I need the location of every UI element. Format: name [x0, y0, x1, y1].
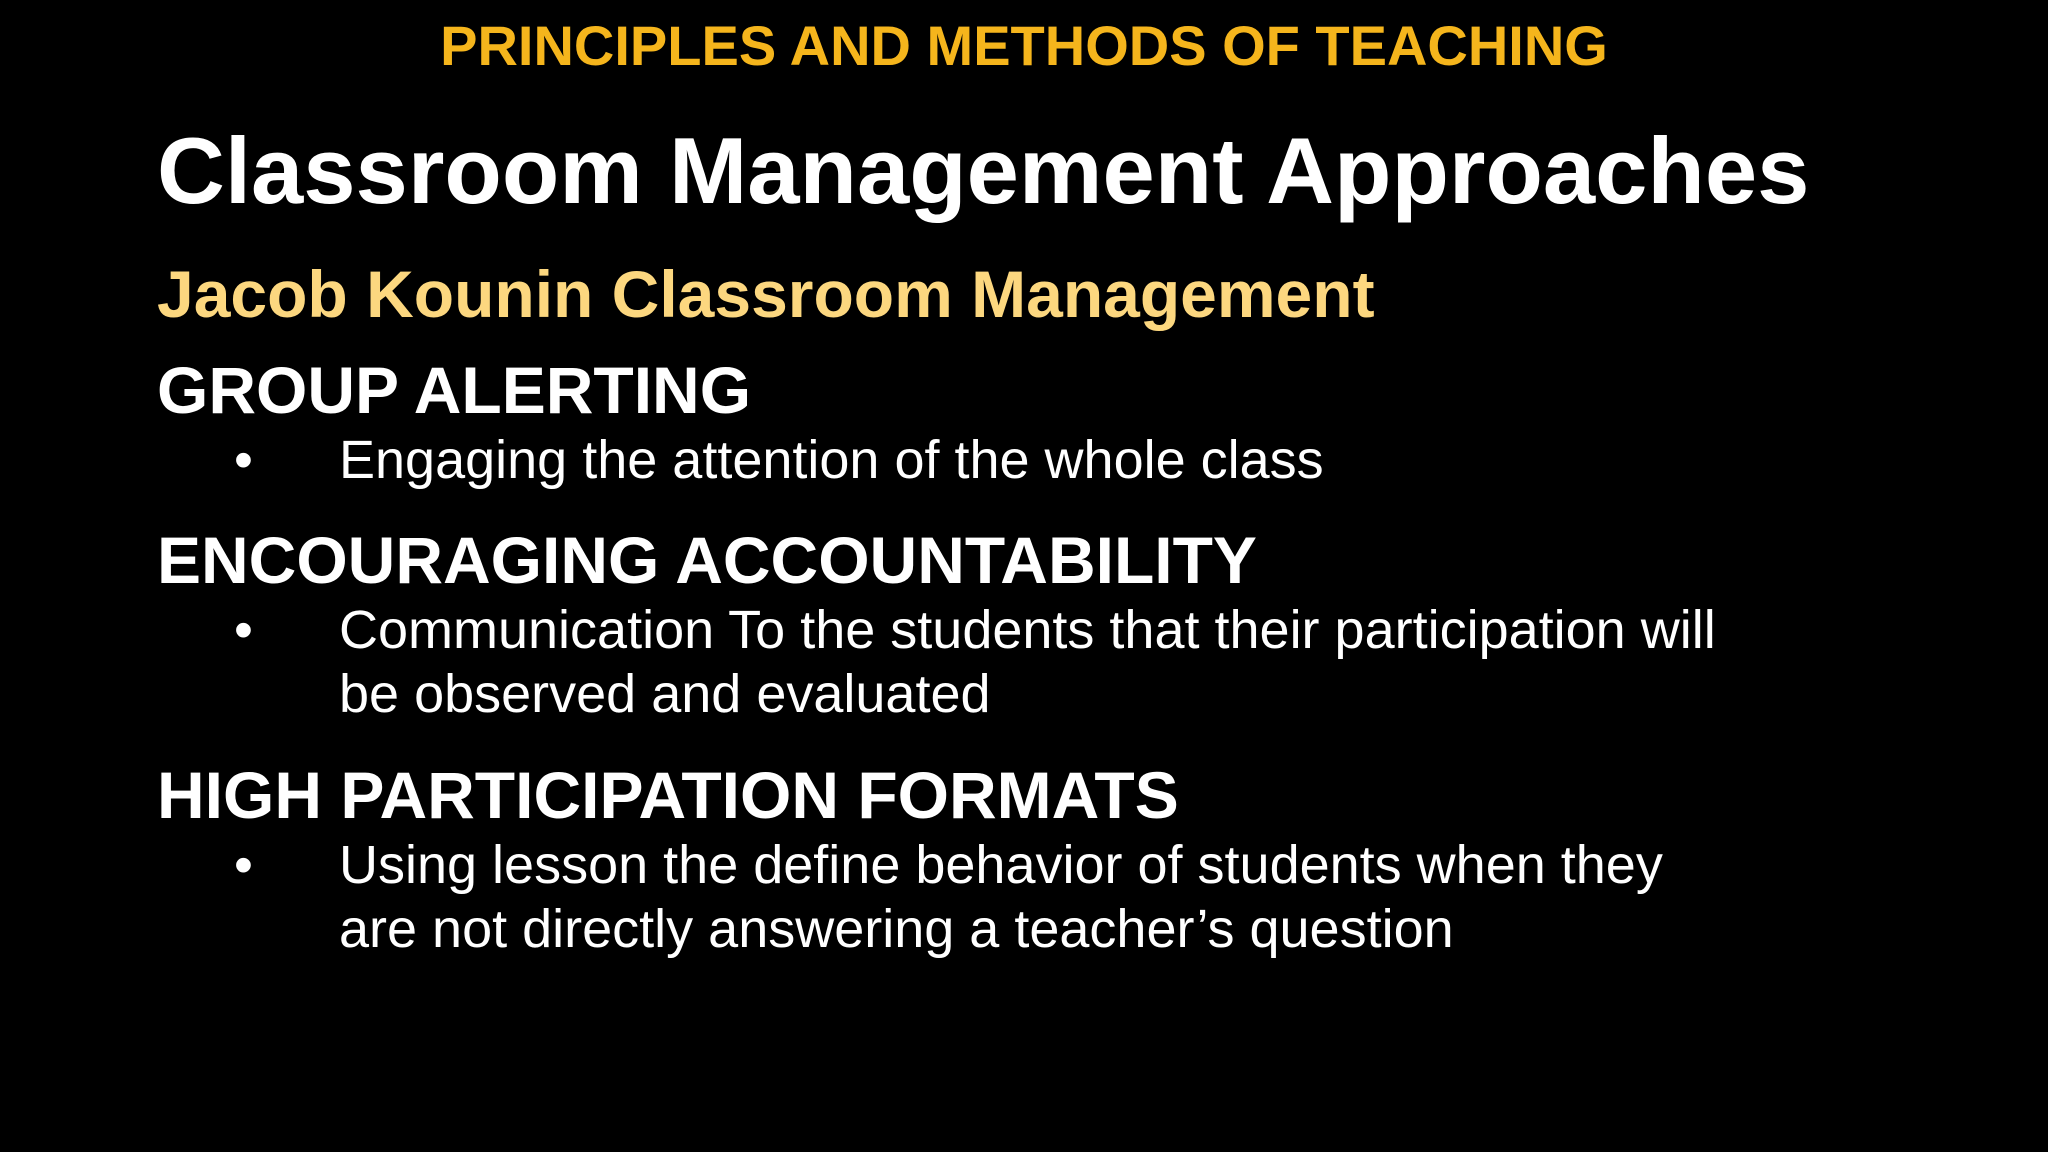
section-encouraging-accountability: [157, 522, 1957, 726]
bullet-item: [157, 598, 1957, 726]
section-heading: GROUP ALERTING: [157, 353, 752, 427]
bullet-icon: •: [234, 430, 253, 490]
section-heading: ENCOURAGING ACCOUNTABILITY: [157, 523, 1257, 597]
bullet-item: [157, 428, 1957, 492]
bullet-text-line-2: be observed and evaluated: [339, 664, 991, 724]
slide-title: Classroom Management Approaches: [157, 118, 1810, 223]
section-heading: HIGH PARTICIPATION FORMATS: [157, 758, 1179, 832]
section-group-alerting: [157, 352, 1957, 492]
bullet-icon: •: [234, 835, 253, 895]
bullet-item: [157, 833, 1957, 961]
bullet-text-line-1: Communication To the students that their participation will: [339, 600, 1716, 660]
course-title: PRINCIPLES AND METHODS OF TEACHING: [440, 14, 1608, 77]
section-high-participation-formats: [157, 757, 1957, 961]
bullet-text: Engaging the attention of the whole class: [339, 430, 1324, 490]
bullet-text-line-1: Using lesson the define behavior of students when they: [339, 835, 1663, 895]
slide-subtitle: Jacob Kounin Classroom Management: [157, 257, 1375, 331]
bullet-icon: •: [234, 600, 253, 660]
bullet-text-line-2: are not directly answering a teacher’s question: [339, 899, 1454, 959]
